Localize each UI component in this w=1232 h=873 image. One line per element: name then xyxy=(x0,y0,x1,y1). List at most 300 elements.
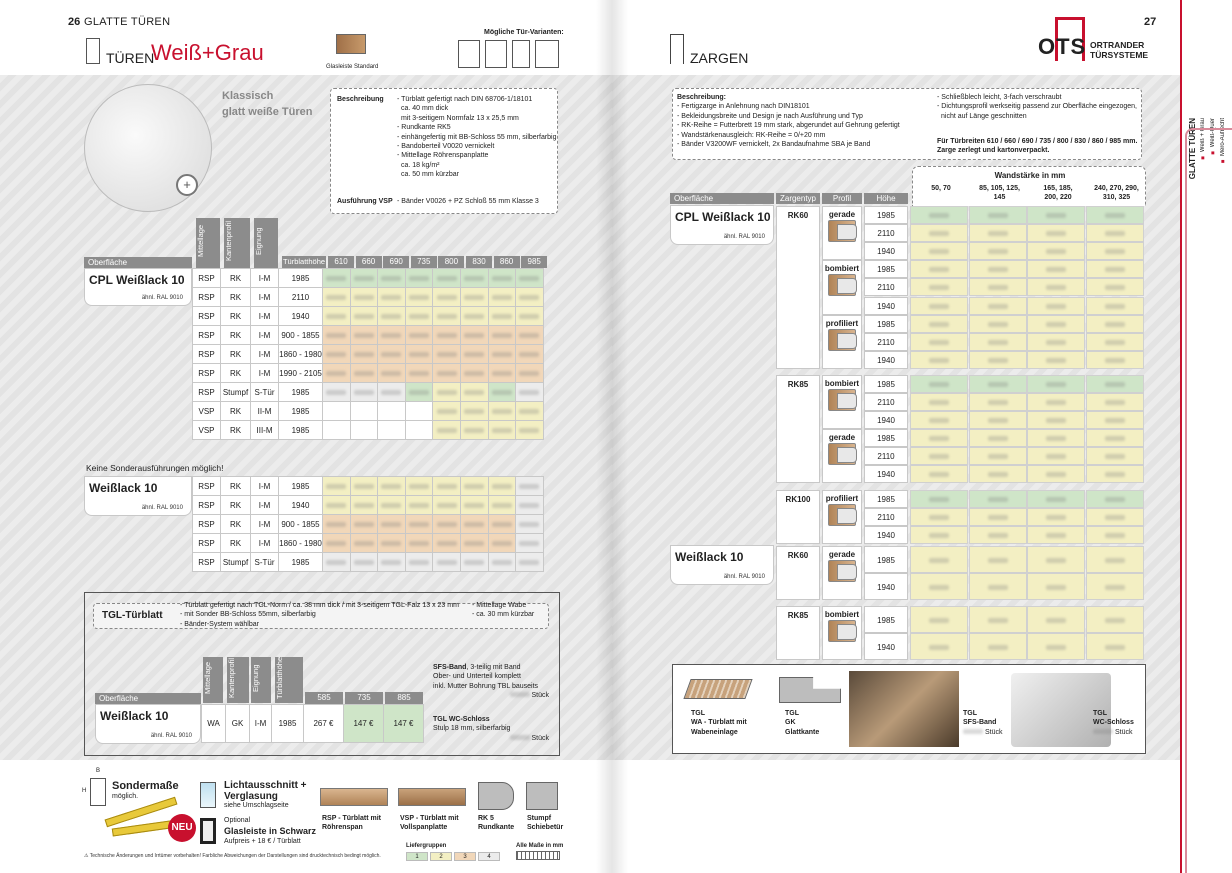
table-row xyxy=(193,307,544,326)
price-cell xyxy=(350,402,378,421)
lg-1: 1 xyxy=(406,852,428,861)
price-cell xyxy=(969,447,1027,465)
price-cell xyxy=(1027,573,1085,600)
side-item-3[interactable]: ■ Mero-Aufrecht xyxy=(1220,118,1226,164)
ruler-scale-icon xyxy=(516,851,560,860)
cell: RK xyxy=(221,345,251,364)
price-cell xyxy=(1086,429,1144,447)
price-cell xyxy=(1027,411,1085,429)
profil-cell: gerade xyxy=(822,429,862,483)
rk5-icon xyxy=(478,782,514,810)
hoehe-cell: 1985 xyxy=(864,490,908,508)
lg-4: 4 xyxy=(478,852,500,861)
price-cell xyxy=(488,345,516,364)
dimension-door-icon xyxy=(90,778,106,806)
price-cell xyxy=(460,326,488,345)
price-cell xyxy=(488,288,516,307)
variant-single-icon xyxy=(458,40,480,68)
price-cell xyxy=(405,288,433,307)
cell: 900 - 1855 xyxy=(279,515,323,534)
price-cell xyxy=(378,307,406,326)
price-cell xyxy=(350,288,378,307)
price-cell xyxy=(910,260,968,278)
frame-profile-icon xyxy=(828,620,856,642)
price-cell xyxy=(323,402,351,421)
price-cell xyxy=(378,515,406,534)
price-cell xyxy=(969,224,1027,242)
price-cell xyxy=(1086,224,1144,242)
frame-profile-icon xyxy=(828,560,856,582)
surface-name: Weißlack 10 xyxy=(100,709,169,723)
cell: RK xyxy=(221,288,251,307)
price-cell xyxy=(1086,351,1144,369)
price-cell xyxy=(1086,546,1144,573)
price-cell xyxy=(433,364,461,383)
width-col-690: 690 xyxy=(383,256,409,268)
price-cell xyxy=(910,351,968,369)
price-cell xyxy=(405,345,433,364)
cell: 1985 xyxy=(272,705,304,743)
zoom-icon[interactable]: + xyxy=(176,174,198,196)
price-cell xyxy=(1027,242,1085,260)
price-cell xyxy=(350,364,378,383)
tgl-box xyxy=(84,592,560,756)
profil-cell: bombiert xyxy=(822,375,862,429)
col-tbh: Türblatthöhe xyxy=(282,257,326,266)
price-cell xyxy=(350,496,378,515)
price-cell xyxy=(910,278,968,296)
price-cell xyxy=(969,465,1027,483)
vsp-label: VSP - Türblatt mit Vollspanplatte xyxy=(400,815,459,832)
licht-title-1: Lichtausschnitt + xyxy=(224,780,307,791)
price-cell xyxy=(405,534,433,553)
profil-cell: gerade xyxy=(822,546,862,600)
price-cell xyxy=(910,526,968,544)
price-cell xyxy=(350,307,378,326)
price-cell xyxy=(405,553,433,572)
price-cell xyxy=(1027,278,1085,296)
price-cell xyxy=(1086,393,1144,411)
price-cell xyxy=(488,364,516,383)
cell: 2110 xyxy=(279,288,323,307)
hoehe-cell: 1985 xyxy=(864,429,908,447)
optional-label: Optional xyxy=(224,817,251,824)
price-cell xyxy=(910,546,968,573)
price-cell xyxy=(323,288,351,307)
price-cell xyxy=(460,288,488,307)
tagline-2: glatt weiße Türen xyxy=(222,106,313,118)
price-cell xyxy=(910,508,968,526)
price-cell xyxy=(969,526,1027,544)
cell: I-M xyxy=(251,364,279,383)
glass-strip-icon xyxy=(336,34,366,54)
hoehe-cell: 1940 xyxy=(864,573,908,600)
logo-line-1: ORTRANDER xyxy=(1090,40,1145,50)
vsp-label: Ausführung VSP xyxy=(337,198,393,205)
price-cell xyxy=(405,307,433,326)
hoehe-cell: 2110 xyxy=(864,333,908,351)
price-cell xyxy=(433,269,461,288)
cell: I-M xyxy=(251,477,279,496)
price-cell xyxy=(910,411,968,429)
price-cell xyxy=(910,315,968,333)
zargen-description xyxy=(672,88,1142,160)
surface-cell-t2 xyxy=(84,476,192,516)
surface-ral: ähnl. RAL 9010 xyxy=(723,574,765,580)
cell: 1985 xyxy=(279,421,323,440)
price-cell xyxy=(460,477,488,496)
cell: I-M xyxy=(251,326,279,345)
col-mittellage: Mittellage xyxy=(196,218,220,268)
price-cell xyxy=(488,515,516,534)
price-cell xyxy=(1027,606,1085,633)
ws-col-2: 165, 185, 200, 220 xyxy=(1043,185,1073,202)
door-price-table-1 xyxy=(192,268,544,440)
cell: III-M xyxy=(251,421,279,440)
ws-col-1: 85, 105, 125, 145 xyxy=(979,185,1020,202)
price-cell xyxy=(1027,260,1085,278)
col-hoehe: Höhe xyxy=(864,193,908,204)
hoehe-cell: 2110 xyxy=(864,224,908,242)
price-cell xyxy=(969,297,1027,315)
price-cell xyxy=(488,269,516,288)
ws-col-3: 240, 270, 290, 310, 325 xyxy=(1094,185,1139,202)
price-cell xyxy=(516,534,544,553)
variant-sliding-icon xyxy=(512,40,530,68)
alle-masse: Alle Maße in mm xyxy=(516,843,564,849)
frame-profile-icon xyxy=(828,389,856,411)
tgl-title: TGL-Türblatt xyxy=(102,610,163,621)
table-row xyxy=(193,364,544,383)
zargentyp-cell: RK60 xyxy=(776,206,820,369)
price-cell xyxy=(323,421,351,440)
price-cell: 147 € xyxy=(344,705,384,743)
disclaimer: ⚠ Technische Änderungen und Irrtümer vorbehalten! Farbliche Abweichungen der Darstellungen sind drucktechnisch bedingt möglich. xyxy=(84,853,381,859)
price-cell xyxy=(969,260,1027,278)
cell: RSP xyxy=(193,326,221,345)
price-cell xyxy=(323,477,351,496)
new-badge: NEU xyxy=(168,814,196,842)
glattkante-icon xyxy=(779,677,841,703)
cell: RK xyxy=(221,515,251,534)
tgl-surface xyxy=(95,704,201,744)
hoehe-cell: 1940 xyxy=(864,465,908,483)
licht-title-2: Verglasung xyxy=(224,791,278,802)
zargentyp-cell: RK100 xyxy=(776,490,820,544)
variants-label: Mögliche Tür-Varianten: xyxy=(484,29,564,36)
profil-cell: gerade xyxy=(822,206,862,260)
frame-profile-icon xyxy=(828,504,856,526)
zargen-desc-lines: Beschreibung: - Fertigzarge in Anlehnung nach DIN18101 - Bekleidungsbreite und Design je nach Ausführung und Typ - RK-Reihe = Futterbrett 19 mm stark, abgerundet auf Gehrung gefertigt - Wandstärkenausgleich: RK-Reihe = 0/+20 mm - Bänder V3200WF vernickelt, 2x Bandaufnahme SBA je Band xyxy=(677,94,900,149)
lg-2: 2 xyxy=(430,852,452,861)
price-cell xyxy=(405,496,433,515)
cell: 1990 - 2105 xyxy=(279,364,323,383)
logo-line-2: TÜRSYSTEME xyxy=(1090,50,1149,60)
page-number-left: 26 xyxy=(68,16,81,28)
side-item-1[interactable]: ■ Weiß + Grau xyxy=(1200,118,1206,160)
tgl-width-735: 735 xyxy=(345,692,383,704)
price-cell xyxy=(378,496,406,515)
table-row xyxy=(193,496,544,515)
hoehe-cell: 1940 xyxy=(864,297,908,315)
tgl-desc xyxy=(93,603,549,629)
cell: WA xyxy=(202,705,226,743)
desc-label: Beschreibung xyxy=(337,96,384,103)
price-cell xyxy=(460,345,488,364)
hoehe-cell: 2110 xyxy=(864,278,908,296)
price-cell xyxy=(433,553,461,572)
price-cell xyxy=(516,345,544,364)
price-cell xyxy=(488,307,516,326)
ws-col-0: 50, 70 xyxy=(931,185,951,192)
cell: 1985 xyxy=(279,402,323,421)
surface-ral: ähnl. RAL 9010 xyxy=(141,295,183,301)
price-cell xyxy=(1086,206,1144,224)
cell: 1860 - 1980 xyxy=(279,345,323,364)
price-cell xyxy=(969,393,1027,411)
price-cell xyxy=(910,224,968,242)
cell: VSP xyxy=(193,421,221,440)
cell: RK xyxy=(221,477,251,496)
price-cell xyxy=(405,477,433,496)
dim-b: B xyxy=(96,768,101,774)
register-border xyxy=(1185,128,1232,873)
cell: VSP xyxy=(193,402,221,421)
price-cell xyxy=(350,515,378,534)
price-cell xyxy=(323,383,351,402)
cell: RK xyxy=(221,534,251,553)
table-row xyxy=(193,383,544,402)
stumpf-icon xyxy=(526,782,558,810)
price-cell xyxy=(1027,465,1085,483)
price-cell xyxy=(969,508,1027,526)
dim-h: H xyxy=(82,788,87,794)
price-cell xyxy=(969,315,1027,333)
tgl-price-table xyxy=(201,704,424,743)
wandstaerke-label: Wandstärke in mm xyxy=(994,171,1066,180)
table-row xyxy=(193,402,544,421)
price-cell xyxy=(516,383,544,402)
col-profil: Profil xyxy=(822,193,862,204)
profil-cell: bombiert xyxy=(822,606,862,660)
price-cell xyxy=(488,534,516,553)
price-cell xyxy=(1086,526,1144,544)
price-cell xyxy=(516,402,544,421)
tgl-lines-2: - Mittellage Wabe - ca. 30 mm kürzbar xyxy=(472,602,535,619)
price-cell xyxy=(1027,429,1085,447)
surface-cell-t1 xyxy=(84,268,192,306)
price-cell xyxy=(1086,278,1144,296)
col-oberflaeche-r: Oberfläche xyxy=(670,193,774,204)
honeycomb-icon xyxy=(683,679,752,699)
price-cell xyxy=(378,288,406,307)
price-cell xyxy=(378,345,406,364)
hoehe-cell: 1940 xyxy=(864,633,908,660)
price-cell xyxy=(910,297,968,315)
price-cell xyxy=(323,553,351,572)
cell: I-M xyxy=(251,288,279,307)
desc-lines: - Türblatt gefertigt nach DIN 68706-1/18101 ca. 40 mm dick mit 3-seitigem Normfalz 13 x 25,5 mm - Rundkante RK5 - einhängefertig mit BB-Schloss 55 mm, silberfarbig - Bandoberteil V0020 vernickelt - Mittellage Röhrenspanplatte ca. 18 kg/m² ca. 50 mm kürzbar xyxy=(397,96,557,179)
description-box xyxy=(330,88,558,214)
cell: RSP xyxy=(193,269,221,288)
price-cell xyxy=(969,546,1027,573)
table-row xyxy=(193,269,544,288)
cell: 1985 xyxy=(279,383,323,402)
side-item-2[interactable]: ■ Weiß-Quer xyxy=(1210,118,1216,155)
width-col-660: 660 xyxy=(356,256,382,268)
price-cell xyxy=(910,393,968,411)
width-col-985: 985 xyxy=(521,256,547,268)
cell: RSP xyxy=(193,515,221,534)
cell: I-M xyxy=(251,496,279,515)
hoehe-cell: 1985 xyxy=(864,375,908,393)
hoehe-cell: 2110 xyxy=(864,508,908,526)
accessory-strip xyxy=(672,664,1146,754)
cell: 1860 - 1980 xyxy=(279,534,323,553)
tgl-lines: - Türblatt gefertigt nach TGL-Norm / ca. 38 mm dick / mit 3-seitigem TGL-Falz 13 x 23 mm - mit Sonder BB-Schloss 55mm, silberfarbig - Bänder-System wählbar xyxy=(180,602,459,628)
price-cell xyxy=(969,351,1027,369)
cell: RK xyxy=(221,326,251,345)
cell: 1985 xyxy=(279,477,323,496)
price-cell xyxy=(350,553,378,572)
table-row xyxy=(193,421,544,440)
cell: I-M xyxy=(250,705,272,743)
price-cell xyxy=(1027,315,1085,333)
price-cell xyxy=(350,383,378,402)
cell: 900 - 1855 xyxy=(279,326,323,345)
price-cell xyxy=(460,269,488,288)
table-row xyxy=(193,345,544,364)
cell: I-M xyxy=(251,515,279,534)
table-row xyxy=(193,326,544,345)
profil-cell: bombiert xyxy=(822,260,862,314)
zargen-surface-1 xyxy=(670,205,774,245)
vsp-text: - Bänder V0026 + PZ Schloß 55 mm Klasse 3 xyxy=(397,198,539,205)
liefergruppen-legend xyxy=(406,851,502,861)
price-cell xyxy=(378,402,406,421)
frame-profile-icon xyxy=(828,443,856,465)
variant-double-icon xyxy=(535,40,559,68)
rk5-label: RK 5 Rundkante xyxy=(478,815,515,832)
cell: RSP xyxy=(193,345,221,364)
cell: I-M xyxy=(251,345,279,364)
price-cell xyxy=(323,364,351,383)
price-cell xyxy=(1086,465,1144,483)
tgl-col-tbh: Türblatthöhe xyxy=(275,657,303,703)
price-cell xyxy=(1027,633,1085,660)
price-cell xyxy=(910,206,968,224)
price-cell xyxy=(969,606,1027,633)
cell: 1985 xyxy=(279,269,323,288)
price-cell xyxy=(1027,375,1085,393)
cell: RSP xyxy=(193,553,221,572)
acc-gk: TGL GK Glattkante xyxy=(785,710,820,736)
cell: Stumpf xyxy=(221,553,251,572)
price-cell xyxy=(488,477,516,496)
ots-logo: OTS xyxy=(1038,34,1087,59)
price-cell xyxy=(910,447,968,465)
acc-wa: TGL WA - Türblatt mit Wabeneinlage xyxy=(691,710,747,736)
frame-profile-icon xyxy=(828,329,856,351)
lg-3: 3 xyxy=(454,852,476,861)
frame-profile-icon xyxy=(828,274,856,296)
price-cell xyxy=(323,269,351,288)
hoehe-cell: 1985 xyxy=(864,206,908,224)
price-cell xyxy=(910,573,968,600)
price-cell xyxy=(460,553,488,572)
price-cell xyxy=(516,496,544,515)
cell: GK xyxy=(226,705,250,743)
price-cell xyxy=(969,333,1027,351)
sondermasse-title: Sondermaße xyxy=(112,780,179,792)
hoehe-cell: 1940 xyxy=(864,411,908,429)
price-cell xyxy=(460,383,488,402)
profil-cell: profiliert xyxy=(822,315,862,369)
cell: I-M xyxy=(251,307,279,326)
price-cell xyxy=(460,496,488,515)
page-title-right: ZARGEN xyxy=(690,50,749,66)
price-cell xyxy=(1086,375,1144,393)
price-cell xyxy=(1086,260,1144,278)
sfs-band-photo xyxy=(849,671,959,747)
price-cell xyxy=(350,534,378,553)
right-page xyxy=(612,0,1232,873)
price-cell xyxy=(910,606,968,633)
price-cell xyxy=(350,345,378,364)
cell: RSP xyxy=(193,534,221,553)
price-cell xyxy=(433,345,461,364)
tgl-width-885: 885 xyxy=(385,692,423,704)
tgl-col-oberflaeche: Oberfläche xyxy=(95,693,201,704)
acc-sfs: TGL SFS-Band Stück xyxy=(963,710,1003,736)
price-cell xyxy=(1086,508,1144,526)
zargentyp-cell: RK60 xyxy=(776,546,820,600)
col-kantenprofil: Kantenprofil xyxy=(224,218,250,268)
variant-single-right-icon xyxy=(485,40,507,68)
price-cell xyxy=(1086,573,1144,600)
table-row xyxy=(193,477,544,496)
door-price-table-2 xyxy=(192,476,544,572)
surface-ral: ähnl. RAL 9010 xyxy=(150,733,192,739)
hoehe-cell: 1985 xyxy=(864,606,908,633)
price-cell xyxy=(1086,333,1144,351)
cell: RK xyxy=(221,496,251,515)
surface-ral: ähnl. RAL 9010 xyxy=(723,234,765,240)
price-cell xyxy=(433,515,461,534)
liefergruppen-label: Liefergruppen xyxy=(406,843,447,849)
price-cell xyxy=(910,465,968,483)
optional-price: Aufpreis + 18 € / Türblatt xyxy=(224,838,301,845)
cell: RK xyxy=(221,269,251,288)
price-cell xyxy=(1027,224,1085,242)
surface-name: Weißlack 10 xyxy=(89,481,158,495)
zargen-desc-lines-r: - Schließblech leicht, 3-fach verschraubt - Dichtungsprofil werkseitig passend zur Oberfläche eingezogen, nicht auf Länge geschnitten xyxy=(937,94,1137,120)
cell: RSP xyxy=(193,383,221,402)
zargen-surface-2 xyxy=(670,545,774,585)
price-cell xyxy=(910,633,968,660)
price-cell xyxy=(488,496,516,515)
price-cell xyxy=(969,242,1027,260)
price-cell xyxy=(323,534,351,553)
price-cell xyxy=(488,553,516,572)
price-cell xyxy=(1086,315,1144,333)
col-eignung: Eignung xyxy=(254,218,278,268)
black-glass-strip-icon xyxy=(200,818,216,844)
price-cell xyxy=(910,490,968,508)
price-cell xyxy=(378,383,406,402)
price-cell xyxy=(378,326,406,345)
cell: RSP xyxy=(193,288,221,307)
